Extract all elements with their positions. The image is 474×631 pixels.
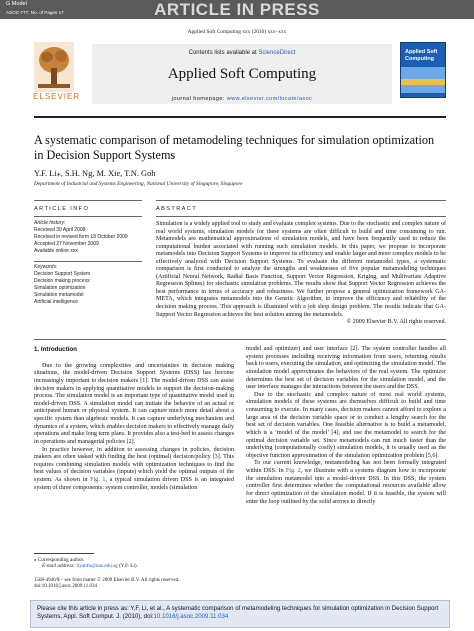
history-item: Accepted 27 November 2009 <box>34 241 99 247</box>
keywords-list <box>34 264 142 306</box>
article-history <box>34 220 142 255</box>
journal-cover <box>400 42 446 98</box>
keyword-item: Artificial intelligence <box>34 299 78 305</box>
doi-link[interactable]: 10.1016/j.asoc.2009.11.034 <box>153 613 229 621</box>
cover-stripe <box>401 79 445 85</box>
journal-reference: Applied Soft Computing xxx (2010) xxx–xxx <box>187 29 287 35</box>
keywords-rule <box>34 261 142 262</box>
affiliation: Department of Industrial and Systems Engineering, National University of Singapore, Singapore <box>34 181 243 187</box>
article-title: A systematic comparison of metamodeling techniques for simulation optimization in Decision Support Systems <box>34 133 435 162</box>
history-item: Received in revised form 18 October 2009 <box>34 234 128 240</box>
email-link[interactable]: liyanfu@nus.edu.sg <box>76 563 118 570</box>
footnote-rule <box>34 553 94 554</box>
paragraph: To our current knowledge, metamodeling has not been formally integrated within DSS. In Fig. 2, we illustrate with a systems diagram how to incorporate the simulation metamodel into a model-driven DSS. In this DSS, the system controller first determines whether the computational resources available allow for direct optimization of the simulation model. If it is feasible, the system will enter the loop outlined by the solid arrows to directly <box>246 460 446 505</box>
corresponding-author: ⁎ Corresponding author. <box>34 557 85 563</box>
banner-title: ARTICLE IN PRESS <box>154 0 320 19</box>
issn-block <box>34 578 254 590</box>
abstract-rule-top <box>156 200 446 201</box>
body-column-right <box>246 346 446 506</box>
cover-title: Applied Soft Computing <box>405 49 438 62</box>
history-item: Received 30 April 2008 <box>34 227 86 233</box>
keyword-item: Decision Support System <box>34 271 91 277</box>
section-heading: 1. Introduction <box>34 346 77 353</box>
paragraph: Due to the stochastic and complex nature of most real world systems, simulation models of these systems are themselves difficult to build and time consuming to execute. In many cases, decision makers cannot afford to explore a large area of the decision variable space or to conduct a lengthy search for the best set of decision variables. One feasible alternative is to build a metamodel, which is a ‘model of the model’ [4], and use the metamodel to search for the optimal decision variable set. Since metamodels can run much faster than the underlying (computationally costly) simulation models, it is usually used as the objective function approximation of the simulation optimization problem [5,6]. <box>246 391 446 459</box>
email-line: E-mail address: liyanfu@nus.edu.sg (Y.F. Li). <box>42 563 138 570</box>
article-code: ASOC-777; No. of Pages 17 <box>6 10 64 15</box>
history-item: Available online xxx <box>34 248 78 254</box>
citation-box: Please cite this article in press as: Y.F. Li, et al., A systematic comparison of metamodeling techniques for simulation optimization in Decision Support Systems, Appl. Soft Comput. J. (2010), doi:10.1016/j.asoc.2009.11.034 <box>30 600 450 628</box>
issn-line: 1568-4946/$ – see front matter © 2009 Elsevier B.V. All rights reserved. <box>34 578 180 583</box>
keyword-item: Decision making process <box>34 278 90 284</box>
header-rule <box>34 116 446 118</box>
paragraph: In practice however, in addition to assessing changes in policies, decision makers are often tasked with finding the best (optimal) decision/policy [3]. This requires combining simulation models with optimization techniques to find the best values of decision variables (inputs) which yield the optimal outputs of the system. As shown in Fig. 1, a typical simulation driven DSS is an integrated system of three components: system controller, models (simulation <box>34 446 234 491</box>
paragraph: Due to the growing complexities and uncertainties in decision making situations, the model-driven Decision Support Systems (DSS) has become increasingly important to decision makers [1]. The model-driven DSS can assist decision makers in applying quantitative models to support the decision-making process. The simulation model is an important type of quantitative model used in model-driven DSS. A simulation model can imitate the behavior of an actual or anticipated human or physical system. It can capture much more detail about a specific system than algebraic models. It can capture underlying mechanism and dynamics of a system, which enables decision makers to effectively manage daily operations and make long term plans. It provides also a test-bed to assess changes in operations and managerial policies [2]. <box>34 362 234 445</box>
abstract-rule-mid <box>156 216 446 217</box>
article-in-press-banner <box>0 0 474 19</box>
author-list: Y.F. Li⁎, S.H. Ng, M. Xie, T.N. Goh <box>34 169 156 178</box>
copyright-line: © 2009 Elsevier B.V. All rights reserved. <box>346 319 446 326</box>
info-rule-top <box>34 200 142 201</box>
homepage-link[interactable]: www.elsevier.com/locate/asoc <box>226 96 313 102</box>
article-info-heading: ARTICLE INFO <box>34 206 90 212</box>
g-model-label: G Model <box>6 1 27 7</box>
body-column-left <box>34 346 234 492</box>
keyword-item: Simulation metamodel <box>34 292 84 298</box>
keyword-item: Simulation optimization <box>34 285 86 291</box>
abstract-text: Simulation is a widely applied tool to study and evaluate complex systems. Due to the stochastic and complex nature of real world systems, simulation models for these systems are often difficult to build and time consuming to run. Metamodels are mathematical approximations of simulation models, and have been frequently used to reduce the computational burden associated with running such simulation models. In this paper, we propose to incorporate metamodels into Decision Support Systems to improve its efficiency and enable larger and more complex models to be effectively analyzed with Decision Support Systems. To evaluate the different metamodel types, a systematic comparison is first conducted to analyze the strengths and weaknesses of five popular metamodeling techniques (Artificial Neural Network, Radial Basis Function, Support Vector Regression, Kriging, and Multivariate Adaptive Regression Splines) for stochastic simulation problems. The results show that Support Vector Regression achieves the best performance in terms of accuracy and robustness. We further propose a general optimization framework GA-META, which integrates metamodels into the Genetic Algorithm, to improve the efficiency and reliability of the decision making process. This approach is illustrated with a job shop design problem. The results indicate that GA-Support Vector Regression achieves the best solution among the metamodels. © 2009 Elsevier B.V. All rights reserved. <box>156 221 446 326</box>
journal-homepage: journal homepage: www.elsevier.com/locate/asoc <box>171 96 313 102</box>
elsevier-tree-icon <box>34 42 74 92</box>
figure-link[interactable]: Fig. 2 <box>285 468 301 474</box>
footnote <box>34 557 234 570</box>
contents-line: Contents lists available at ScienceDirect <box>188 50 296 56</box>
history-label: Article history: <box>34 220 66 226</box>
abstract-heading: ABSTRACT <box>156 206 198 212</box>
abstract-rule-bottom <box>34 339 446 340</box>
sciencedirect-link[interactable]: ScienceDirect <box>258 50 296 56</box>
journal-masthead <box>92 44 392 104</box>
publisher-name: ELSEVIER <box>33 92 81 101</box>
paragraph: model and optimizer) and user interface [2]. The system controller handles all system processes including receiving information from users, returning results back to users, executing the simulation, and optimizing the simulation model. The simulation model approximates the behaviors of the real system. The optimizer determines the best set of decision variables for the simulation model, and the user interface manages the interactions between the users and the DSS. <box>246 346 446 391</box>
keywords-label: Keywords: <box>34 264 58 270</box>
doi-line: doi:10.1016/j.asoc.2009.11.034 <box>34 584 98 590</box>
info-rule-bottom <box>34 216 142 217</box>
figure-link[interactable]: Fig. 1 <box>90 477 106 483</box>
journal-name: Applied Soft Computing <box>167 66 317 82</box>
